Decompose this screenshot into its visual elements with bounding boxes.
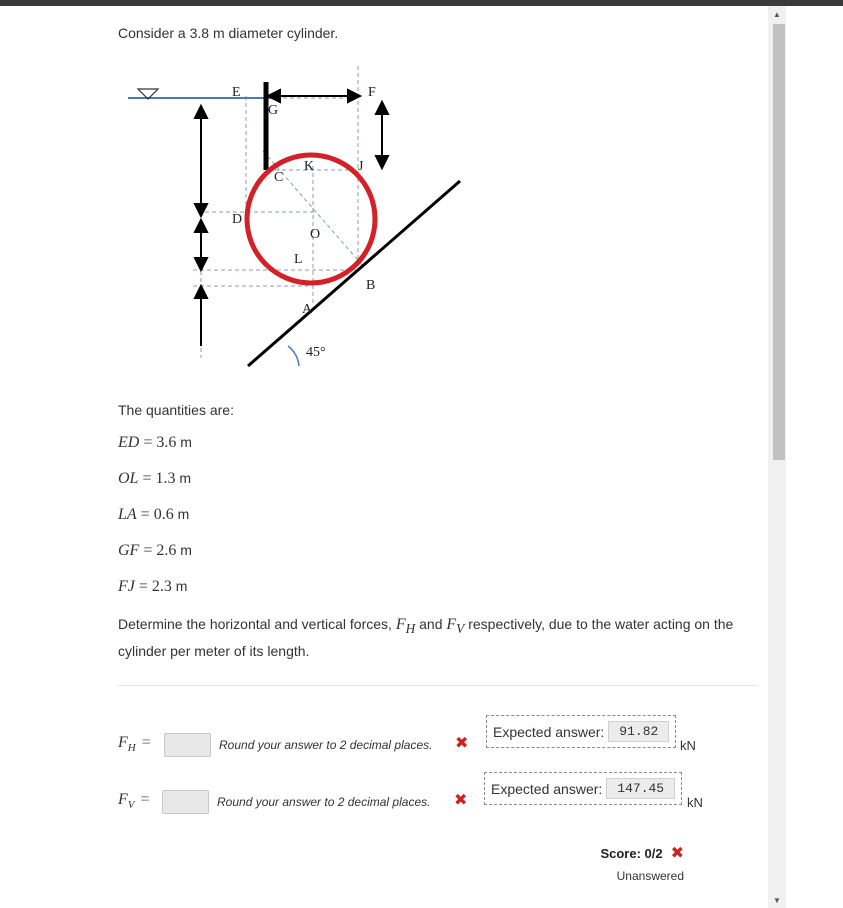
cross-icon: ✖ (454, 792, 468, 809)
fv-expected-value: 147.45 (606, 778, 675, 799)
label-f: F (368, 85, 376, 100)
fv-round-hint: Round your answer to 2 decimal places. (217, 795, 431, 809)
fh-label: $F_H$ = (118, 734, 151, 755)
quantity-ed: ED = 3.6 m (118, 434, 192, 451)
quantity-ol: OL = 1.3 m (118, 470, 192, 487)
question-text: Determine the horizontal and vertical forces, $F_H$ and $F_V$ respectively, due to the water acting on the cylinder per meter of its length. (118, 616, 734, 660)
fh-round-hint: Round your answer to 2 decimal places. (219, 738, 433, 752)
label-k: K (304, 159, 315, 174)
fh-unit: kN (680, 738, 696, 753)
answer-status: Unanswered (616, 869, 684, 883)
label-o: O (310, 227, 321, 242)
fv-answer-input[interactable] (162, 790, 209, 814)
quantity-la: LA = 0.6 m (118, 506, 190, 523)
label-e: E (232, 85, 241, 100)
quantities-title: The quantities are: (118, 402, 234, 418)
scroll-up-icon[interactable]: ▲ (773, 10, 781, 19)
label-a: A (302, 302, 313, 317)
label-c: C (274, 170, 284, 185)
label-angle: 45° (306, 345, 326, 360)
label-d: D (232, 212, 243, 227)
label-l: L (294, 252, 303, 267)
cross-icon: ✖ (455, 735, 469, 752)
window-margin (786, 6, 843, 908)
fv-unit: kN (687, 795, 703, 810)
section-divider (118, 685, 758, 686)
label-g: G (268, 103, 279, 118)
fh-answer-input[interactable] (164, 733, 211, 757)
cylinder-diagram (118, 66, 468, 381)
scroll-down-icon[interactable]: ▼ (773, 896, 781, 905)
scrollbar-thumb[interactable] (773, 24, 785, 460)
label-j: J (358, 159, 364, 174)
fh-expected-value: 91.82 (608, 721, 669, 742)
score: Score: 0/2 ✖ (600, 845, 684, 862)
problem-intro: Consider a 3.8 m diameter cylinder. (118, 25, 339, 41)
question-page (0, 6, 768, 908)
fv-expected-answer: Expected answer: 147.45 (484, 772, 682, 805)
vertical-scrollbar[interactable] (768, 6, 786, 908)
cross-icon: ✖ (670, 845, 684, 862)
quantity-gf: GF = 2.6 m (118, 542, 192, 559)
quantity-fj: FJ = 2.3 m (118, 578, 188, 595)
fh-expected-answer: Expected answer: 91.82 (486, 715, 676, 748)
fv-label: $F_V$ = (118, 791, 150, 812)
label-b: B (366, 278, 376, 293)
